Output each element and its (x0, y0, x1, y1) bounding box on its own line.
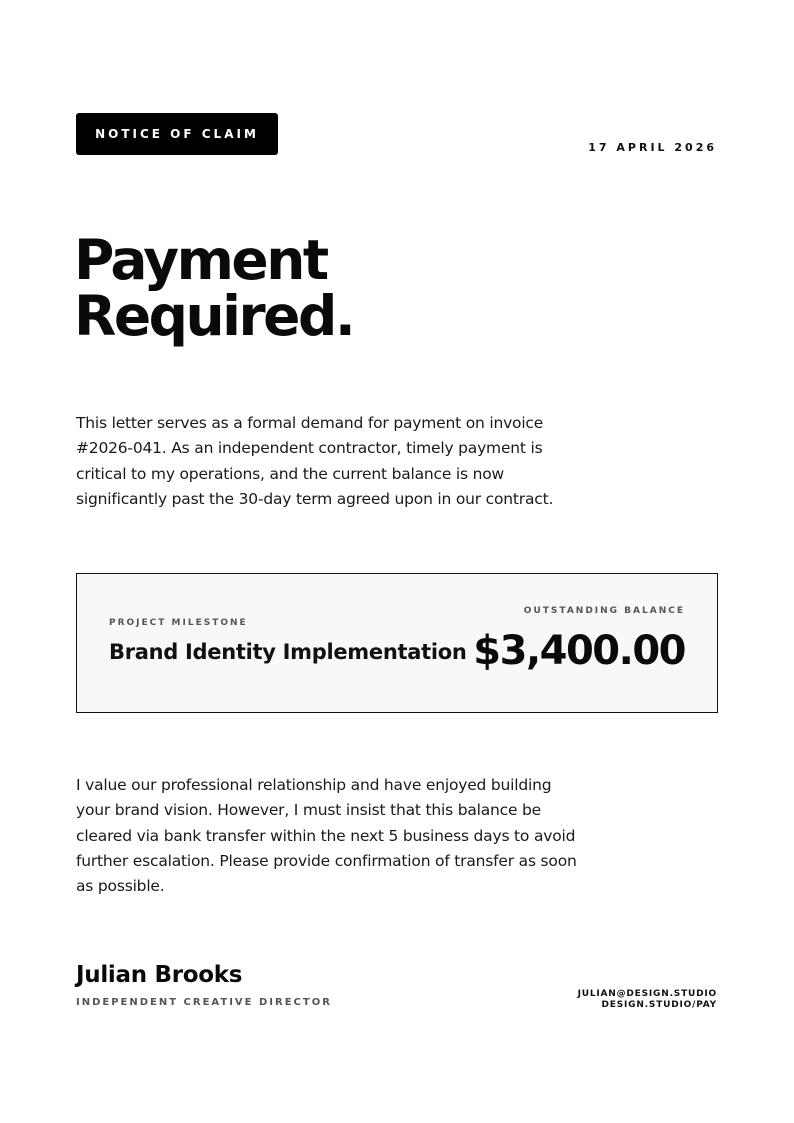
contact-email: JULIAN@DESIGN.STUDIO (577, 989, 717, 999)
signature-title: INDEPENDENT CREATIVE DIRECTOR (76, 997, 332, 1008)
balance-amount: $3,400.00 (473, 628, 685, 674)
contact-block (578, 989, 717, 1011)
notice-badge (76, 113, 278, 155)
balance-label: OUTSTANDING BALANCE (523, 606, 685, 616)
page-title (74, 228, 354, 348)
contact-payment-link: DESIGN.STUDIO/PAY (601, 1000, 717, 1010)
letter-date: 17 APRIL 2026 (588, 141, 717, 154)
signature-name: Julian Brooks (76, 962, 243, 988)
notice-badge-label: NOTICE OF CLAIM (95, 127, 259, 141)
milestone-label: PROJECT MILESTONE (109, 618, 248, 628)
page-title-line-2: Required. (74, 284, 354, 348)
page-title-line-1: Payment (74, 228, 327, 292)
milestone-name: Brand Identity Implementation (109, 640, 467, 664)
intro-paragraph: This letter serves as a formal demand for payment on invoice #2026-041. As an independent contractor, timely payment is critical to my operations, and the current balance is now significantly past the 30-day term agreed upon in our contract. (76, 414, 554, 508)
claim-summary-box (76, 573, 718, 713)
closing-paragraph: I value our professional relationship and have enjoyed building your brand vision. However, I must insist that this balance be cleared via bank transfer within the next 5 business days to avoid further escalation. Please provide confirmation of transfer as soon as possible. (76, 776, 577, 896)
